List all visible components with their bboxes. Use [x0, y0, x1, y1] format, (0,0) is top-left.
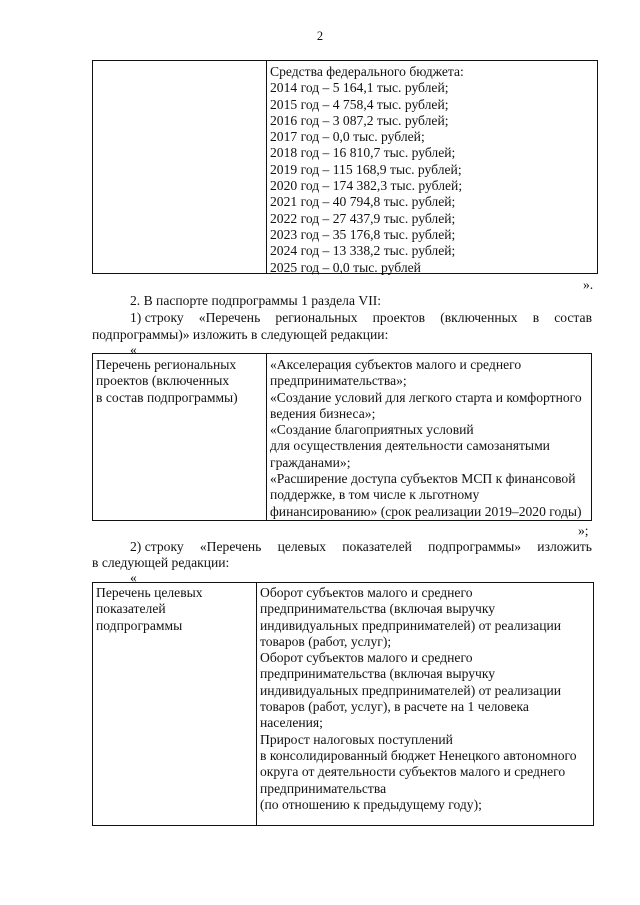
- table-line: Прирост налоговых поступлений: [260, 731, 453, 747]
- word: 1) строку: [130, 310, 184, 325]
- table-line: гражданами»;: [270, 454, 351, 470]
- table-line: 2024 год – 13 338,2 тыс. рублей;: [270, 243, 456, 259]
- page-number: 2: [316, 29, 324, 43]
- table-line: 2014 год – 5 164,1 тыс. рублей;: [270, 80, 449, 96]
- word: «Перечень: [199, 539, 262, 554]
- table-line: поддержке, в том числе к льготному: [270, 487, 480, 503]
- open-quote: «: [130, 342, 137, 357]
- word: состав: [554, 310, 592, 325]
- table-divider: [266, 61, 267, 273]
- target-indicators-list: [260, 585, 592, 813]
- federal-budget-cell: [270, 64, 595, 276]
- table-line: товаров (работ, услуг);: [260, 633, 392, 649]
- regional-projects-table: [92, 353, 592, 521]
- word: изложить: [537, 539, 592, 554]
- open-quote: «: [130, 570, 137, 585]
- table-line: финансированию» (срок реализации 2019–2020 годы): [270, 503, 582, 519]
- table-divider: [266, 354, 267, 520]
- label-line: проектов (включенных: [96, 373, 230, 389]
- table-line: Средства федерального бюджета:: [270, 64, 464, 79]
- word: целевых: [277, 539, 327, 554]
- item1-paragraph-line1: [130, 310, 592, 326]
- word: проектов: [372, 310, 426, 325]
- table-line: товаров (работ, услуг), в расчете на 1 человека: [260, 699, 529, 715]
- table-line: «Расширение доступа субъектов МСП к финансовой: [270, 471, 576, 487]
- table-line: предпринимательства: [260, 780, 387, 796]
- item2-paragraph-line1: [130, 539, 592, 555]
- word: показателей: [342, 539, 412, 554]
- table-divider: [256, 583, 257, 825]
- label-line: в состав подпрограммы): [96, 389, 238, 405]
- word: подпрограммы»: [428, 539, 522, 554]
- regional-projects-label: [96, 357, 262, 406]
- label-line: показателей: [96, 601, 166, 617]
- table-line: 2015 год – 4 758,4 тыс. рублей;: [270, 96, 449, 112]
- section-heading: 2. В паспорте подпрограммы 1 раздела VII:: [130, 293, 382, 308]
- table-line: 2017 год – 0,0 тыс. рублей;: [270, 129, 425, 145]
- table-line: индивидуальных предпринимателей) от реализации: [260, 617, 562, 633]
- table-line: округа от деятельности субъектов малого и среднего: [260, 764, 566, 780]
- table-line: для осуществления деятельности самозанятыми: [270, 438, 550, 454]
- closing-quote: ».: [583, 277, 594, 292]
- item1-paragraph-line2: подпрограммы)» изложить в следующей редакции:: [92, 327, 389, 342]
- word: 2) строку: [130, 539, 184, 554]
- table-line: 2022 год – 27 437,9 тыс. рублей;: [270, 210, 456, 226]
- table-line: «Создание благоприятных условий: [270, 422, 474, 438]
- table-line: «Создание условий для легкого старта и комфортного: [270, 389, 582, 405]
- table-line: 2018 год – 16 810,7 тыс. рублей;: [270, 145, 456, 161]
- table-line: Оборот субъектов малого и среднего: [260, 585, 473, 600]
- table-line: 2016 год – 3 087,2 тыс. рублей;: [270, 112, 449, 128]
- table-line: предпринимательства (включая выручку: [260, 666, 496, 682]
- closing-quote: »;: [578, 523, 589, 538]
- federal-budget-table: [92, 60, 598, 274]
- table-line: 2023 год – 35 176,8 тыс. рублей;: [270, 226, 456, 242]
- target-indicators-label: [96, 585, 252, 634]
- table-line: «Акселерация субъектов малого и среднего: [270, 357, 522, 372]
- table-line: индивидуальных предпринимателей) от реализации: [260, 682, 562, 698]
- word: «Перечень: [198, 310, 261, 325]
- table-line: 2020 год – 174 382,3 тыс. рублей;: [270, 178, 463, 194]
- regional-projects-list: [270, 357, 590, 520]
- word: региональных: [275, 310, 358, 325]
- table-line: 2021 год – 40 794,8 тыс. рублей;: [270, 194, 456, 210]
- label-line: подпрограммы: [96, 617, 183, 633]
- table-line: предпринимательства (включая выручку: [260, 601, 496, 617]
- table-line: ведения бизнеса»;: [270, 405, 376, 421]
- table-line: населения;: [260, 715, 323, 731]
- table-line: 2025 год – 0,0 тыс. рублей: [270, 259, 421, 275]
- label-line: Перечень региональных: [96, 357, 237, 372]
- target-indicators-table: [92, 582, 594, 826]
- table-line: (по отношению к предыдущему году);: [260, 796, 482, 812]
- item2-paragraph-line2: в следующей редакции:: [92, 555, 230, 570]
- word: (включенных: [440, 310, 518, 325]
- table-line: в консолидированный бюджет Ненецкого автономного: [260, 747, 577, 763]
- label-line: Перечень целевых: [96, 585, 203, 600]
- table-line: предпринимательства»;: [270, 373, 407, 389]
- word: в: [532, 310, 540, 325]
- table-line: Оборот субъектов малого и среднего: [260, 650, 473, 666]
- table-line: 2019 год – 115 168,9 тыс. рублей;: [270, 161, 462, 177]
